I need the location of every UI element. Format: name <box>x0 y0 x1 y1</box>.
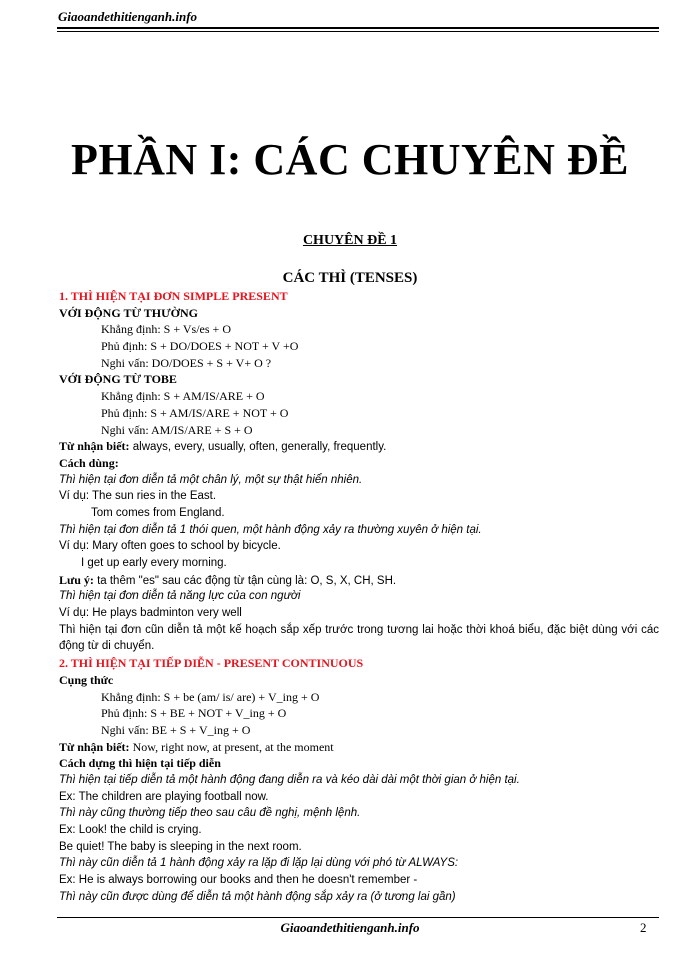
document-body <box>59 288 659 905</box>
formula-tobe-question: Nghi vấn: AM/IS/ARE + S + O <box>101 422 253 437</box>
section-title: CÁC THÌ (TENSES) <box>282 270 418 286</box>
heading-simple-present: 1. THÌ HIỆN TẠI ĐƠN SIMPLE PRESENT <box>59 289 288 303</box>
example-quiet: Be quiet! The baby is sleeping in the next room. <box>59 840 302 853</box>
usage-heading: Cách dùng: <box>59 455 119 470</box>
usage-schedule: Thì hiện tại đơn cũn diễn tả một kế hoạch sắp xếp trước trong tương lai hoặc thời khoá biểu, đặc biệt dùng với các động từ di chuyển. <box>59 623 659 653</box>
note-es <box>59 572 659 589</box>
usage-ability: Thì hiện tại đơn diễn tả năng lực của con người <box>59 590 301 603</box>
note-label: Lưu ý: <box>59 572 94 587</box>
signal-words-label: Từ nhận biết: <box>59 439 130 454</box>
example-sun: Ví dụ: The sun ries in the East. <box>59 490 217 503</box>
header-rule-thin <box>57 31 659 32</box>
example-get-up: I get up early every morning. <box>81 557 227 569</box>
formula-continuous-affirmative: Khẳng định: S + be (am/ is/ are) + V_ing + O <box>101 689 320 704</box>
page-number: 2 <box>640 920 647 935</box>
formula-question: Nghi vấn: DO/DOES + S + V+ O ? <box>101 355 272 370</box>
formula-heading: Cụng thức <box>59 672 114 687</box>
example-mary: Ví dụ: Mary often goes to school by bicycle. <box>59 540 281 553</box>
note-text: ta thêm "es" sau các động từ tận cùng là: O, S, X, CH, SH. <box>93 574 397 587</box>
signal-words-continuous-label: Từ nhận biết: <box>59 739 130 754</box>
example-look: Ex: Look! the child is crying. <box>59 824 202 837</box>
subheading-tobe: VỚI ĐỘNG TỪ TOBE <box>59 372 177 387</box>
signal-words-continuous-text: Now, right now, at present, at the moment <box>129 739 334 754</box>
header-site-name: Giaoandethitienganh.info <box>58 9 198 24</box>
usage-truth: Thì hiện tại đơn diễn tả một chân lý, một sự thật hiển nhiên. <box>59 473 363 486</box>
usage-command: Thì này cũng thường tiếp theo sau câu đề nghị, mệnh lệnh. <box>59 807 361 820</box>
example-tom: Tom comes from England. <box>91 506 225 519</box>
heading-present-continuous: 2. THÌ HIỆN TẠI TIẾP DIỄN - PRESENT CONTINUOUS <box>59 656 364 671</box>
usage-habit: Thì hiện tại đơn diễn tả 1 thói quen, một hành động xảy ra thường xuyên ở hiện tại. <box>59 523 482 536</box>
formula-affirmative: Khẳng định: S + Vs/es + O <box>101 322 231 337</box>
usage-always: Thì này cũn diễn tả 1 hành động xảy ra lặp đi lặp lại dùng với phó từ ALWAYS: <box>59 857 459 870</box>
footer-rule <box>57 917 659 918</box>
example-borrowing: Ex: He is always borrowing our books and then he doesn't remember - <box>59 874 418 887</box>
formula-negative: Phủ định: S + DO/DOES + NOT + V +O <box>101 339 299 354</box>
topic-heading: CHUYÊN ĐỀ 1 <box>302 233 398 248</box>
example-badminton: Ví dụ: He plays badminton very well <box>59 607 242 620</box>
formula-tobe-affirmative: Khẳng định: S + AM/IS/ARE + O <box>101 389 265 404</box>
header-rule <box>57 27 659 29</box>
formula-continuous-negative: Phủ định: S + BE + NOT + V_ing + O <box>101 706 287 721</box>
formula-continuous-question: Nghi vấn: BE + S + V_ing + O <box>101 722 251 737</box>
part-title: PHẦN I: CÁC CHUYÊN ĐỀ <box>70 135 630 184</box>
signal-words-text: always, every, usually, often, generally, frequently. <box>129 441 387 454</box>
usage-near-future: Thì này cũn được dùng để diễn tả một hành động sắp xảy ra (ở tương lai gần) <box>59 890 456 903</box>
footer-site-name: Giaoandethitienganh.info <box>280 920 420 935</box>
signal-words <box>59 438 659 455</box>
example-children: Ex: The children are playing football now. <box>59 790 269 803</box>
usage-continuous-heading: Cách dựng thì hiện tại tiếp diễn <box>59 756 221 771</box>
signal-words-continuous <box>59 739 659 756</box>
subheading-normal-verbs: VỚI ĐỘNG TỪ THƯỜNG <box>59 305 199 320</box>
formula-tobe-negative: Phủ định: S + AM/IS/ARE + NOT + O <box>101 405 289 420</box>
usage-ongoing: Thì hiện tại tiếp diễn tả một hành động đang diễn ra và kéo dài dài một thời gian ở hiện tại. <box>59 773 520 786</box>
